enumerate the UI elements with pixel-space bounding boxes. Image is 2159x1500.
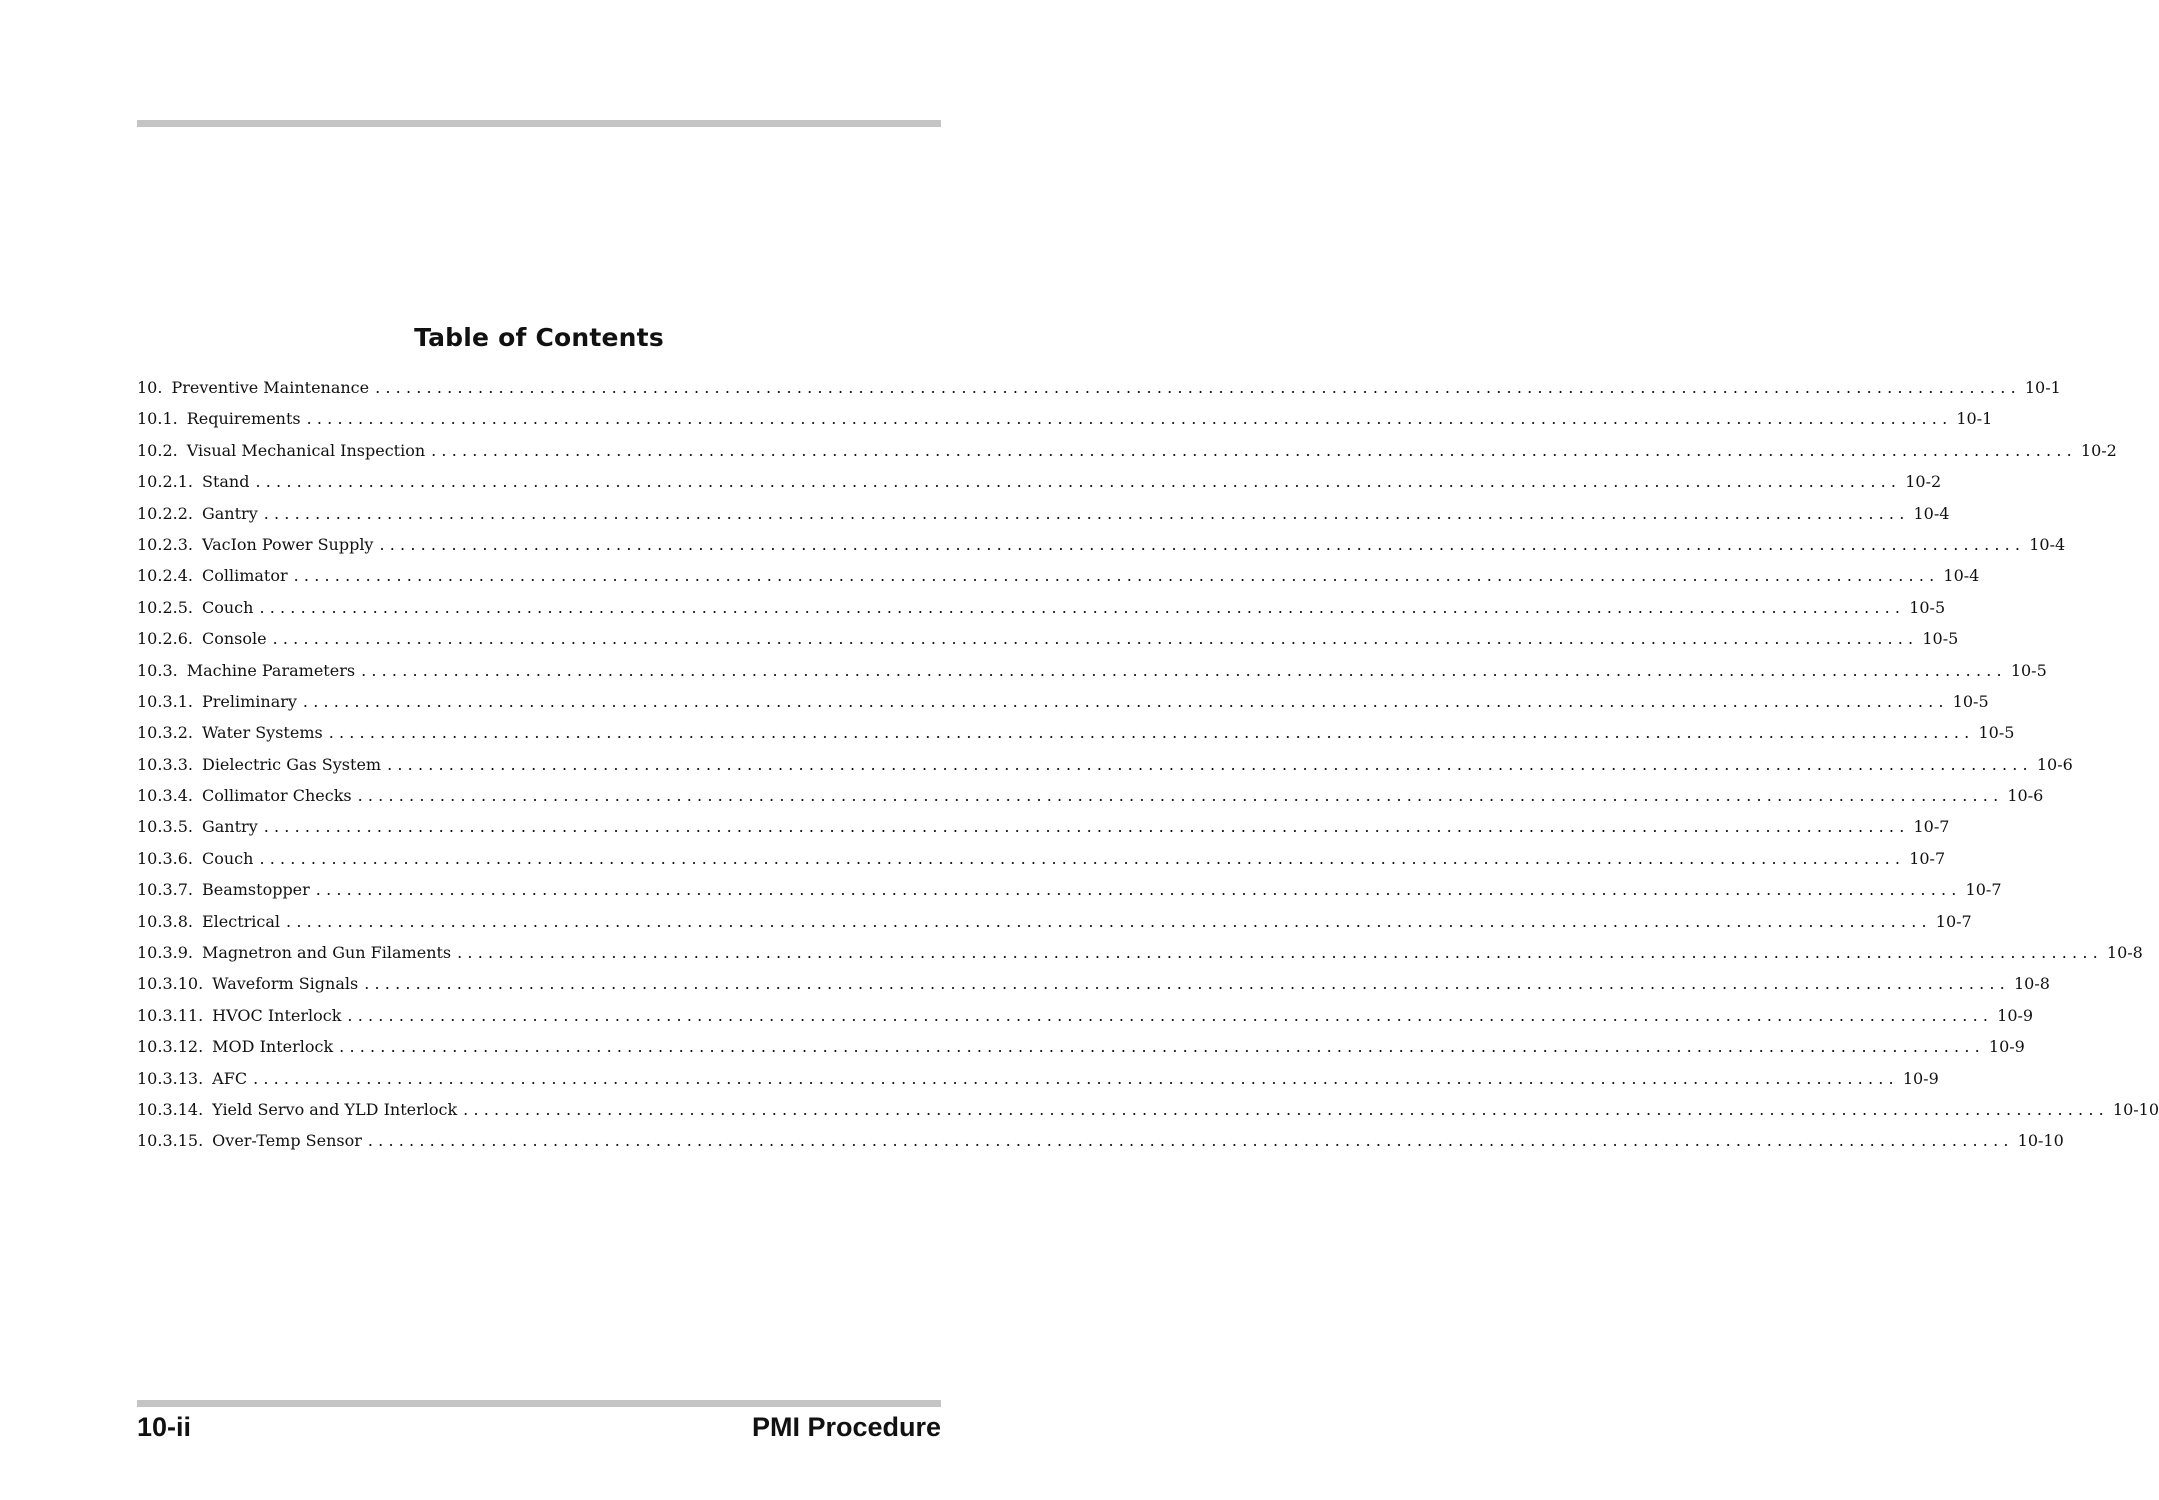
- toc-entry-title: Gantry: [201, 503, 258, 523]
- toc-entry[interactable]: [137, 1005, 2034, 1037]
- footer-page-number: 10-ii: [137, 1412, 192, 1442]
- toc-entry-page: 10-5: [1978, 723, 2015, 743]
- toc-entry[interactable]: [137, 911, 1972, 943]
- toc-entry-title: Magnetron and Gun Filaments: [201, 943, 452, 963]
- toc-entry[interactable]: [137, 503, 1950, 535]
- toc-dot-leader: ................................................................................................................................................................: [387, 754, 2033, 774]
- toc-entry-page: 10-10: [2112, 1099, 2159, 1119]
- toc-entry[interactable]: [137, 943, 2143, 974]
- toc-entry[interactable]: [137, 440, 2117, 472]
- toc-dot-leader: ................................................................................................................................................................: [347, 1005, 1994, 1025]
- toc-entry[interactable]: [137, 691, 1989, 723]
- toc-entry-number: 10.3.9.: [137, 943, 193, 963]
- toc-entry-title: HVOC Interlock: [212, 1005, 342, 1025]
- toc-entry[interactable]: [137, 1037, 2025, 1068]
- toc-entry-number: 10.2.2.: [137, 503, 193, 523]
- toc-entry[interactable]: [137, 660, 2047, 692]
- toc-entry-title: Machine Parameters: [186, 660, 356, 680]
- toc-entry[interactable]: [137, 409, 1993, 440]
- toc-entry-title: Console: [201, 629, 267, 649]
- toc-entry-title: Waveform Signals: [212, 974, 359, 994]
- toc-entry-title: Over-Temp Sensor: [212, 1131, 362, 1151]
- toc-entry-page: 10-10: [2017, 1131, 2064, 1151]
- toc-entry-page: 10-1: [1956, 409, 1993, 429]
- toc-dot-leader: ................................................................................................................................................................: [272, 629, 1919, 649]
- toc-entry-number: 10.3.1.: [137, 691, 193, 711]
- page-title: Table of Contents: [414, 322, 664, 352]
- toc-entry-page: 10-2: [2080, 440, 2117, 460]
- toc-dot-leader: ................................................................................................................................................................: [375, 378, 2021, 397]
- toc-entry-number: 10.2.5.: [137, 597, 193, 617]
- toc-entry-page: 10-7: [1965, 880, 2002, 900]
- toc-entry-title: Preliminary: [201, 691, 297, 711]
- toc-entry-page: 10-9: [1988, 1037, 2025, 1057]
- toc-entry-title: Couch: [201, 597, 254, 617]
- toc-entry-title: Requirements: [186, 409, 301, 429]
- toc-dot-leader: ................................................................................................................................................................: [302, 691, 1949, 711]
- toc-entry-page: 10-5: [1909, 597, 1946, 617]
- toc-dot-leader: ................................................................................................................................................................: [339, 1037, 1985, 1057]
- toc-entry-page: 10-5: [1952, 691, 1989, 711]
- toc-entry[interactable]: [137, 786, 2044, 817]
- toc-entry-number: 10.3.4.: [137, 786, 193, 806]
- header-rule: [137, 120, 941, 127]
- toc-entry-title: Visual Mechanical Inspection: [186, 440, 426, 460]
- toc-entry[interactable]: [137, 1068, 1939, 1100]
- toc-entry-page: 10-6: [2007, 786, 2044, 806]
- toc-list: [137, 378, 2159, 1163]
- toc-entry-number: 10.3.14.: [137, 1099, 204, 1119]
- toc-entry[interactable]: [137, 848, 1946, 880]
- toc-dot-leader: ................................................................................................................................................................: [286, 911, 1932, 931]
- toc-entry-number: 10.2.1.: [137, 472, 193, 492]
- toc-entry-page: 10-4: [2029, 534, 2066, 554]
- toc-entry[interactable]: [137, 566, 1980, 597]
- toc-entry-number: 10.3.7.: [137, 880, 193, 900]
- toc-entry-title: Beamstopper: [201, 880, 310, 900]
- toc-entry-title: Couch: [201, 848, 254, 868]
- toc-entry-number: 10.3.2.: [137, 723, 193, 743]
- toc-dot-leader: ................................................................................................................................................................: [463, 1099, 2109, 1119]
- toc-entry-title: Dielectric Gas System: [201, 754, 382, 774]
- toc-entry-number: 10.3.6.: [137, 848, 193, 868]
- toc-entry-page: 10-5: [1922, 629, 1959, 649]
- toc-entry-number: 10.3.3.: [137, 754, 193, 774]
- toc-entry-page: 10-9: [1997, 1005, 2034, 1025]
- toc-entry-title: Collimator Checks: [201, 786, 352, 806]
- toc-entry-page: 10-4: [1913, 503, 1950, 523]
- toc-entry-number: 10.1.: [137, 409, 178, 429]
- toc-entry[interactable]: [137, 1131, 2064, 1162]
- toc-dot-leader: ................................................................................................................................................................: [255, 472, 1902, 492]
- toc-entry-number: 10.3.8.: [137, 911, 193, 931]
- toc-entry-number: 10.3.13.: [137, 1068, 204, 1088]
- toc-dot-leader: ................................................................................................................................................................: [259, 597, 1906, 617]
- toc-dot-leader: ................................................................................................................................................................: [263, 503, 1910, 523]
- toc-entry-number: 10.2.6.: [137, 629, 193, 649]
- toc-entry-page: 10-8: [2106, 943, 2143, 963]
- toc-dot-leader: ................................................................................................................................................................: [293, 566, 1940, 586]
- toc-entry-title: MOD Interlock: [212, 1037, 334, 1057]
- toc-dot-leader: ................................................................................................................................................................: [263, 817, 1910, 837]
- toc-entry[interactable]: [137, 629, 1959, 660]
- toc-dot-leader: ................................................................................................................................................................: [253, 1068, 1899, 1088]
- toc-entry-page: 10-5: [2010, 660, 2047, 680]
- footer-document-title: PMI Procedure: [751, 1412, 941, 1442]
- toc-entry-number: 10.: [137, 378, 163, 397]
- toc-entry-title: VacIon Power Supply: [201, 534, 374, 554]
- toc-dot-leader: ................................................................................................................................................................: [259, 848, 1906, 868]
- toc-entry[interactable]: [137, 378, 2061, 409]
- toc-dot-leader: ................................................................................................................................................................: [431, 440, 2077, 460]
- toc-dot-leader: ................................................................................................................................................................: [315, 880, 1962, 900]
- toc-dot-leader: ................................................................................................................................................................: [457, 943, 2103, 963]
- toc-entry-number: 10.3.: [137, 660, 178, 680]
- toc-entry-page: 10-7: [1935, 911, 1972, 931]
- toc-entry-page: 10-2: [1905, 472, 1942, 492]
- toc-dot-leader: ................................................................................................................................................................: [328, 723, 1975, 743]
- toc-entry-number: 10.3.11.: [137, 1005, 204, 1025]
- toc-entry[interactable]: [137, 817, 1950, 848]
- toc-entry-title: AFC: [212, 1068, 248, 1088]
- toc-entry-number: 10.2.: [137, 440, 178, 460]
- toc-entry-page: 10-7: [1909, 848, 1946, 868]
- toc-entry[interactable]: [137, 880, 2002, 911]
- toc-entry-title: Stand: [201, 472, 250, 492]
- toc-dot-leader: ................................................................................................................................................................: [361, 660, 2007, 680]
- toc-entry-title: Electrical: [201, 911, 281, 931]
- toc-entry-title: Water Systems: [201, 723, 323, 743]
- toc-dot-leader: ................................................................................................................................................................: [367, 1131, 2014, 1151]
- toc-entry-page: 10-8: [2013, 974, 2050, 994]
- toc-entry[interactable]: [137, 974, 2050, 1005]
- toc-entry-title: Gantry: [201, 817, 258, 837]
- toc-entry[interactable]: [137, 1099, 2159, 1131]
- toc-entry-page: 10-1: [2024, 378, 2061, 397]
- toc-entry[interactable]: [137, 754, 2073, 786]
- toc-entry-title: Yield Servo and YLD Interlock: [212, 1099, 458, 1119]
- toc-entry-page: 10-9: [1902, 1068, 1939, 1088]
- toc-entry-title: Collimator: [201, 566, 288, 586]
- toc-entry[interactable]: [137, 723, 2015, 754]
- toc-entry-number: 10.3.5.: [137, 817, 193, 837]
- toc-dot-leader: ................................................................................................................................................................: [306, 409, 1953, 429]
- toc-entry-number: 10.3.10.: [137, 974, 204, 994]
- toc-dot-leader: ................................................................................................................................................................: [364, 974, 2010, 994]
- toc-entry[interactable]: [137, 597, 1946, 629]
- footer-rule: [137, 1400, 941, 1407]
- toc-entry[interactable]: [137, 534, 2066, 566]
- toc-entry-page: 10-6: [2036, 754, 2073, 774]
- toc-entry-page: 10-4: [1943, 566, 1980, 586]
- toc-dot-leader: ................................................................................................................................................................: [379, 534, 2026, 554]
- toc-entry-number: 10.2.3.: [137, 534, 193, 554]
- toc-entry-number: 10.2.4.: [137, 566, 193, 586]
- toc-dot-leader: ................................................................................................................................................................: [357, 786, 2004, 806]
- toc-entry-page: 10-7: [1913, 817, 1950, 837]
- toc-entry-number: 10.3.12.: [137, 1037, 204, 1057]
- toc-entry[interactable]: [137, 472, 1942, 503]
- toc-entry-title: Preventive Maintenance: [171, 378, 370, 397]
- toc-entry-number: 10.3.15.: [137, 1131, 204, 1151]
